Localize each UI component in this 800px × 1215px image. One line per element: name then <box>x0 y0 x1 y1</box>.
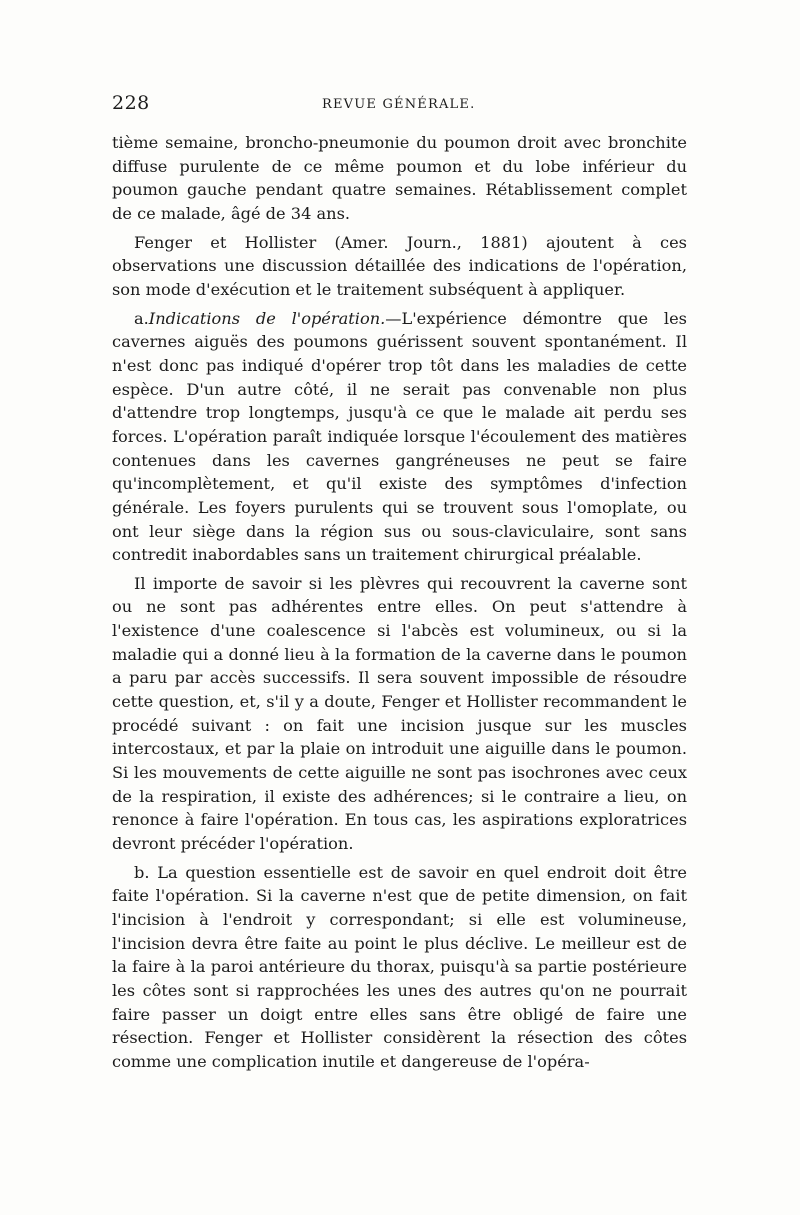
section-label-a: a. <box>134 308 149 328</box>
paragraph-continuation: tième semaine, broncho-pneumonie du poumon droit avec bronchite diffuse purulente de ce même poumon et du lobe inférieur du poumon gauche pendant quatre semaines. Rétablissement complet de ce malade, âgé de 34 ans. <box>112 133 687 223</box>
paragraph-section-b: b. La question essentielle est de savoir en quel endroit doit être faite l'opération. Si la caverne n'est que de petite dimension, on fait l'incision à l'endroit y correspondant; si elle est volumineuse, l'incision devra être faite au point le plus déclive. Le meilleur est de la faire à la paroi antérieure du thorax, puisqu'à sa partie postérieure les côtes sont si rapprochées les unes des autres qu'on ne pourrait faire passer un doigt entre elles sans être obligé de faire une résection. Fenger et Hollister considèrent la résection des côtes comme une complication inutile et dangereuse de l'opéra- <box>112 862 687 1071</box>
page-header <box>112 92 688 122</box>
running-title: REVUE GÉNÉRALE. <box>322 97 476 112</box>
paragraph-plevres: Il importe de savoir si les plèvres qui recouvrent la caverne sont ou ne sont pas adhérentes entre elles. On peut s'attendre à l'existence d'une coalescence si l'abcès est volumineux, ou si la maladie qui a donné lieu à la formation de la caverne dans le poumon a paru par accès successifs. Il sera souvent impossible de résoudre cette question, et, s'il y a doute, Fenger et Hollister recommandent le procédé suivant : on fait une incision jusque sur les muscles intercostaux, et par la plaie on introduit une aiguille dans le poumon. Si les mouvements de cette aiguille ne sont pas isochrones avec ceux de la respiration, il existe des adhérences; si le contraire a lieu, on renonce à faire l'opération. En tous cas, les aspirations exploratrices devront précéder l'opération. <box>112 573 687 854</box>
page-body <box>112 131 687 1074</box>
paragraph-indications <box>112 307 687 567</box>
page-number: 228 <box>112 92 150 114</box>
section-title-indications: Indications de l'opération. <box>148 308 386 328</box>
paragraph-indications-text: L'expérience démontre que les cavernes aiguës des poumons guérissent souvent spontanément. Il n'est donc pas indiqué d'opérer trop tôt dans les maladies de cette espèce. D'un autre côté, il ne serait pas convenable non plus d'attendre trop longtemps, jusqu'à ce que le malade ait perdu ses forces. L'opération paraît indiquée lorsque l'écoulement des matières contenues dans les cavernes gangréneuses ne peut se faire qu'incomplètement, et qu'il existe des symptômes d'infection générale. Les foyers purulents qui se trouvent sous l'omoplate, ou ont leur siège dans la région sus ou sous-claviculaire, sont sans contredit inabordables sans un traitement chirurgical préalable. <box>112 308 687 565</box>
paragraph-fenger-hollister: Fenger et Hollister (Amer. Journ., 1881) ajoutent à ces observations une discussion détaillée des indications de l'opération, son mode d'exécution et le traitement subséquent à appliquer. <box>112 232 687 299</box>
em-dash: — <box>385 308 402 328</box>
